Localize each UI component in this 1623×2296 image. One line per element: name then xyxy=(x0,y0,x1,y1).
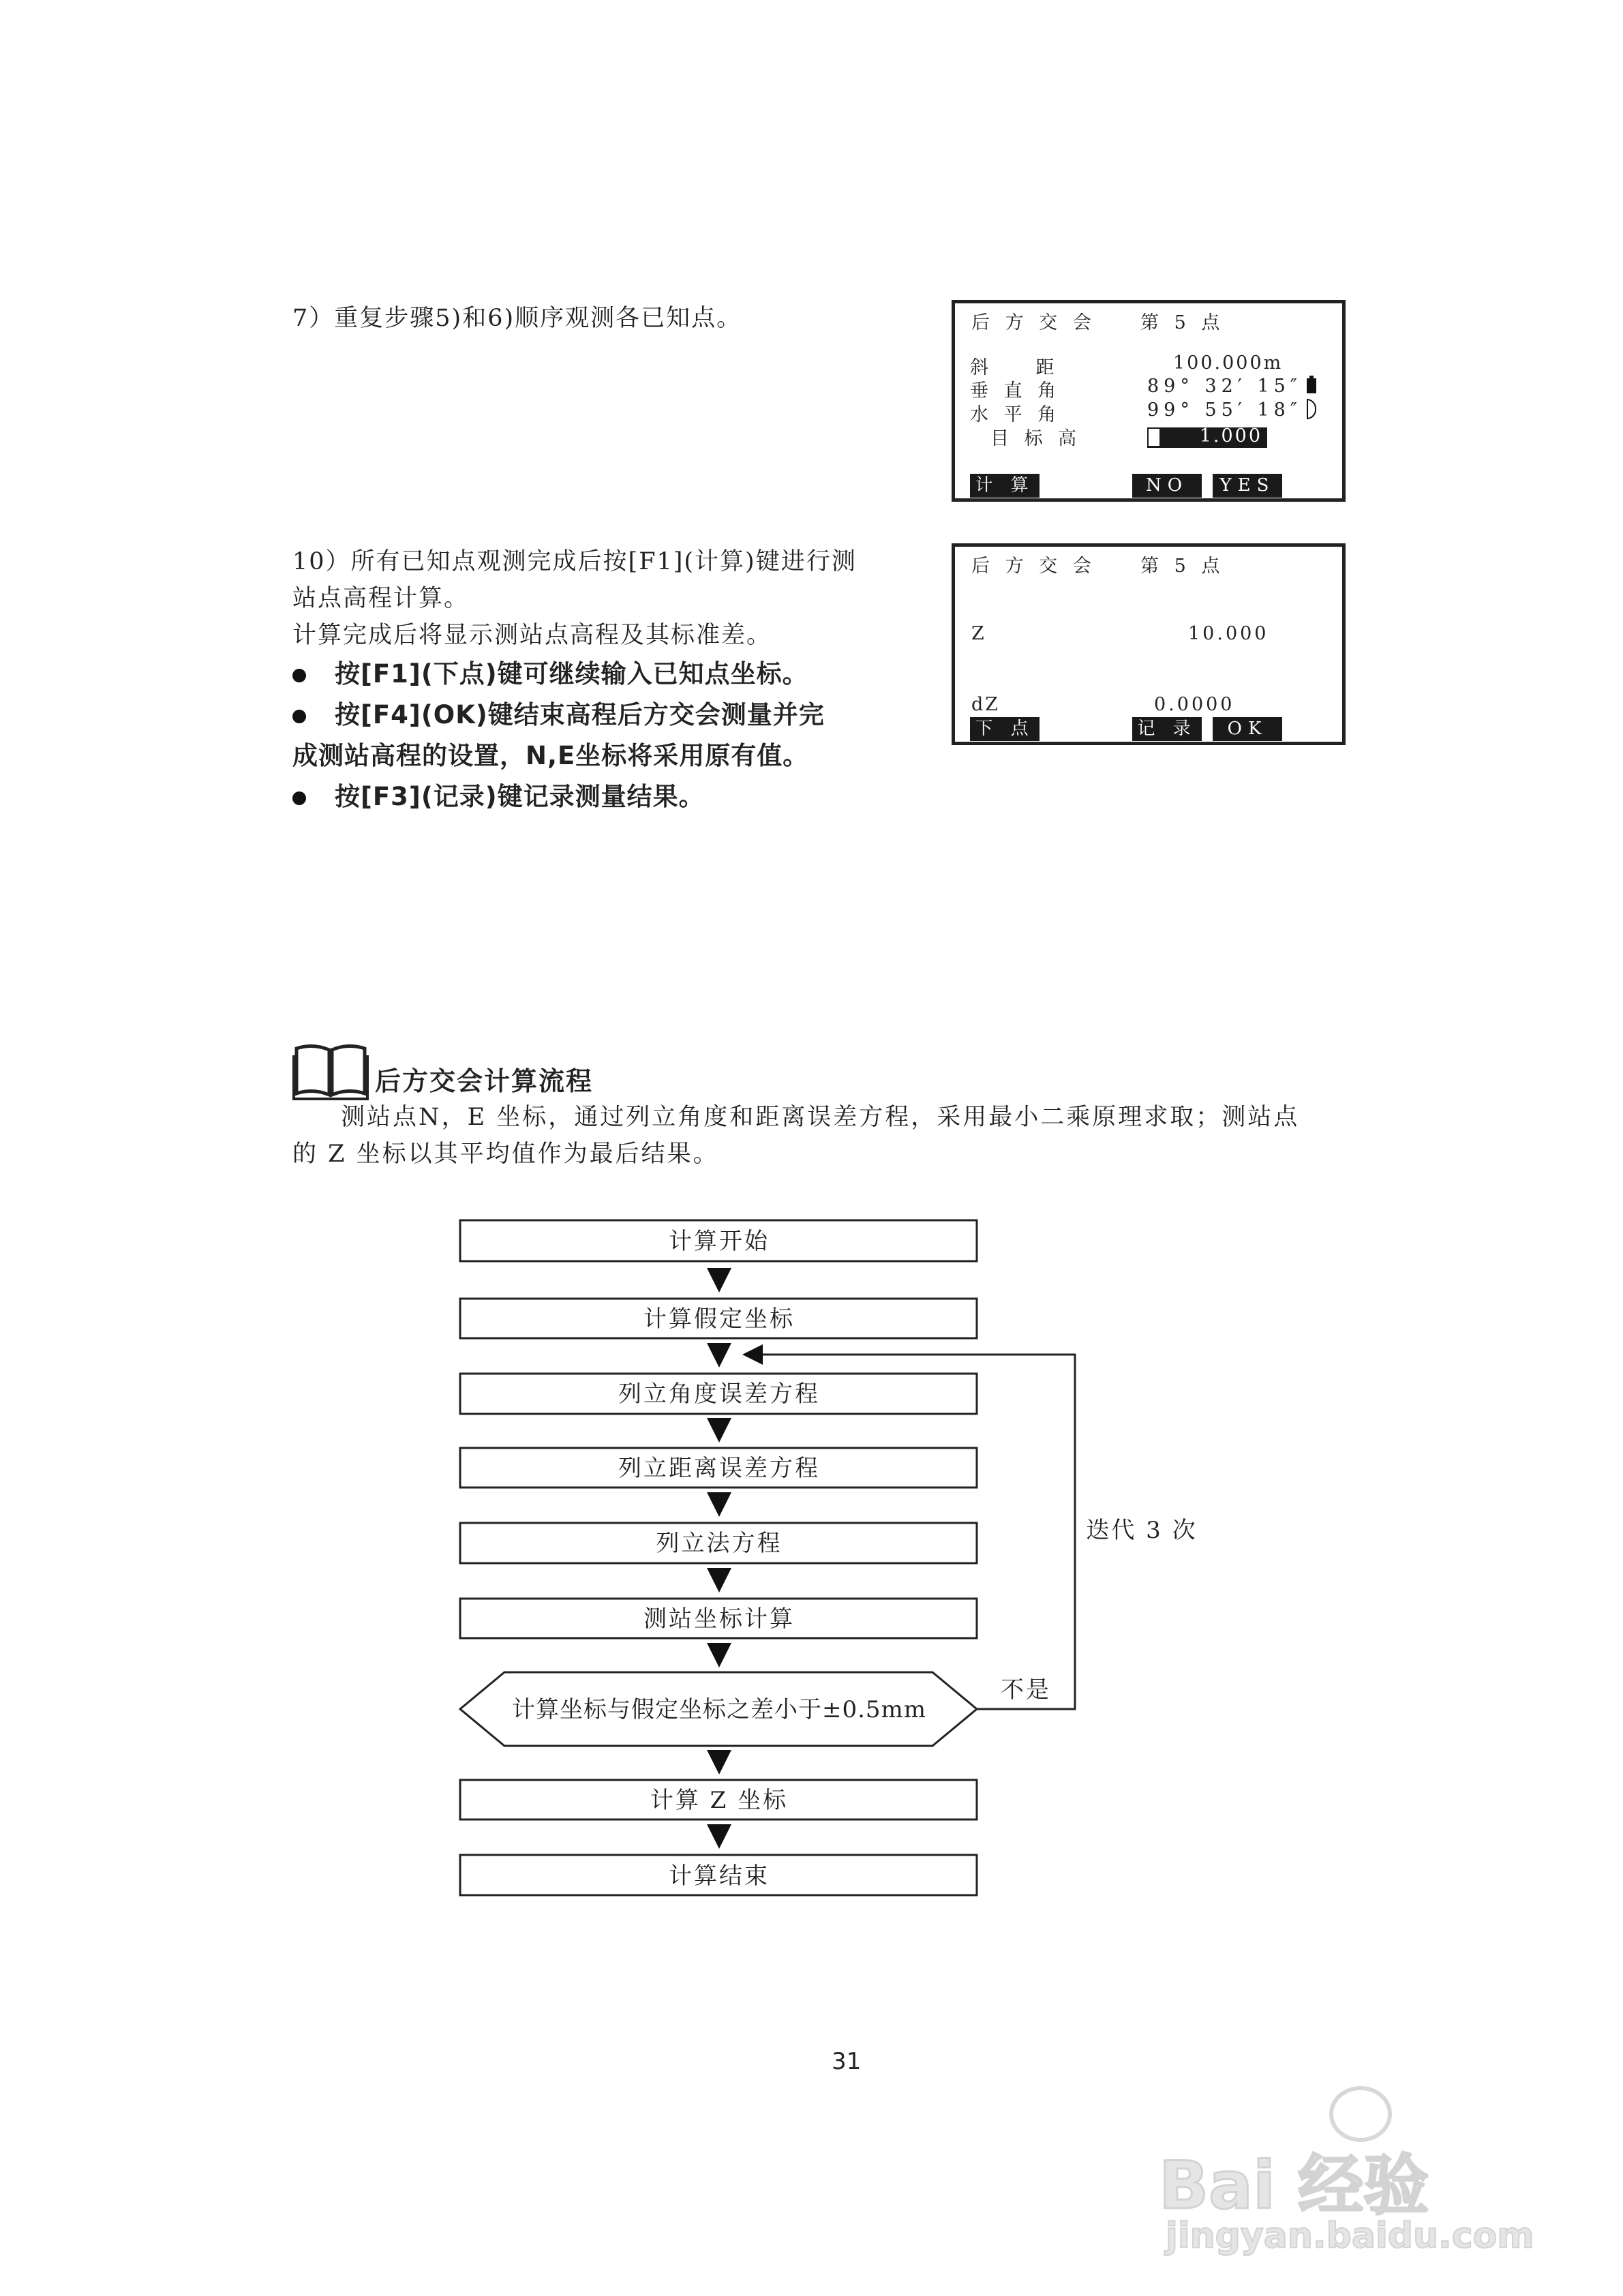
step10-line2: 站点高程计算。 xyxy=(292,585,470,612)
flow-step-label: 列立角度误差方程 xyxy=(618,1380,820,1408)
flow-step-label: 测站坐标计算 xyxy=(643,1605,795,1633)
bullet-continuation: 成测站高程的设置，N,E坐标将采用原有值。 xyxy=(292,741,809,770)
flow-step-label: 列立法方程 xyxy=(656,1530,783,1557)
bullet-item: 按[F4](OK)键结束高程后方交会测量并完 xyxy=(292,695,857,736)
step10-line1: 10）所有已知点观测完成后按[F1](计算)键进行测 xyxy=(292,548,857,575)
horizontal-angle-value: 99° 55′ 18″ xyxy=(1147,399,1302,421)
f4-yes-key[interactable]: YES xyxy=(1213,474,1282,498)
flow-no-label: 不是 xyxy=(1001,1676,1051,1704)
target-height-label: 目 标 高 xyxy=(990,428,1082,449)
target-height-value: 1.000 xyxy=(1199,425,1262,447)
screen-title: 后 方 交 会 xyxy=(971,312,1096,333)
flow-step-label: 计算开始 xyxy=(669,1228,770,1255)
horizontal-angle-label: 水 平 角 xyxy=(970,404,1061,425)
z-value: 10.000 xyxy=(1188,623,1269,644)
z-label: Z xyxy=(971,623,989,644)
flow-arrow-icon xyxy=(707,1343,731,1368)
f4-ok-key[interactable]: OK xyxy=(1213,717,1282,741)
flow-arrow-icon xyxy=(707,1643,731,1667)
section-para-line2: 的 Z 坐标以其平均值作为最后结果。 xyxy=(292,1141,719,1168)
section-heading: 后方交会计算流程 xyxy=(375,1066,594,1096)
step7-text: 7）重复步骤5)和6)顺序观测各已知点。 xyxy=(292,305,742,332)
screen-point: 第 5 点 xyxy=(1140,312,1225,333)
slope-distance-label: 斜 距 xyxy=(970,357,1059,378)
bullet-item: 按[F3](记录)键记录测量结果。 xyxy=(292,776,857,817)
flow-decision-label: 计算坐标与假定坐标之差小于±0.5mm xyxy=(511,1696,927,1723)
slope-distance-value: 100.000m xyxy=(1173,352,1284,374)
bullet-item: 按[F1](下点)键可继续输入已知点坐标。 xyxy=(292,654,857,695)
flow-step-label: 计算假定坐标 xyxy=(643,1305,795,1333)
flow-arrow-icon xyxy=(707,1750,731,1774)
watermark-brand: Bai 经验 xyxy=(1159,2147,1429,2224)
flow-arrow-icon xyxy=(707,1492,731,1517)
dz-label: dZ xyxy=(971,694,1001,715)
f3-record-key[interactable]: 记 录 xyxy=(1132,717,1202,741)
screen-title: 后 方 交 会 xyxy=(971,556,1096,577)
dz-value: 0.0000 xyxy=(1154,694,1235,715)
baidu-watermark xyxy=(1159,2086,1541,2256)
f1-next-point-key[interactable]: 下 点 xyxy=(970,717,1040,741)
section-para-line1: 测站点N，E 坐标，通过列立角度和距离误差方程，采用最小二乘原理求取；测站点 xyxy=(341,1104,1300,1131)
flow-arrow-icon xyxy=(707,1418,731,1442)
flow-loop-label: 迭代 3 次 xyxy=(1086,1517,1198,1544)
flow-arrow-icon xyxy=(707,1568,731,1592)
screen-point: 第 5 点 xyxy=(1140,556,1225,577)
f3-no-key[interactable]: NO xyxy=(1132,474,1202,498)
vertical-angle-label: 垂 直 角 xyxy=(970,380,1061,402)
flow-step-label: 列立距离误差方程 xyxy=(618,1455,820,1482)
flow-step-label: 计算 Z 坐标 xyxy=(650,1787,789,1814)
flow-arrow-icon xyxy=(707,1824,731,1849)
watermark-url: jingyan.baidu.com xyxy=(1166,2216,1534,2256)
flow-arrow-icon xyxy=(707,1268,731,1293)
step10-line3: 计算完成后将显示测站点高程及其标准差。 xyxy=(292,622,772,649)
f1-calc-key[interactable]: 计 算 xyxy=(970,474,1040,498)
page-number: 31 xyxy=(832,2048,862,2075)
flow-step-label: 计算结束 xyxy=(669,1862,770,1890)
vertical-angle-value: 89° 32′ 15″ xyxy=(1147,376,1302,397)
